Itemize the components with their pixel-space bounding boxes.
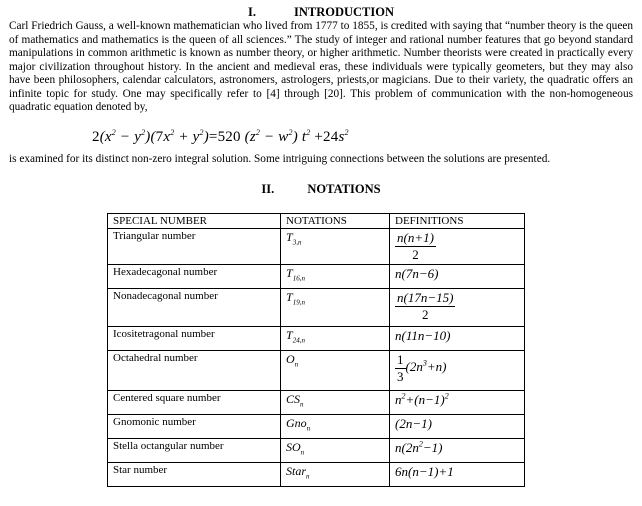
- definition-cell: n(7n−6): [390, 265, 525, 289]
- notation-cell: [281, 229, 390, 265]
- header-notations: NOTATIONS: [281, 214, 390, 229]
- notation-cell: [281, 265, 390, 289]
- table-row: [108, 351, 525, 391]
- definition-cell: 6n(n−1)+1: [390, 463, 525, 487]
- notation-symbol: $T_{24,n}$: [286, 328, 305, 345]
- definition-cell: $\frac{n(17n-15)}{2}$: [390, 289, 525, 327]
- intro-paragraph: Carl Friedrich Gauss, a well-known mathematician who lived from 1777 to 1855, is credited with saying that “number theory is the queen of mathematics and mathematics is the queen of all sciences.” The study of integer and rational number features that go beyond standard manipulations in common arithmetic is known as number theory, or higher arithmetic. Number theorists were created in practically every major civilization throughout history. In the ancient and medieval eras, these individuals were typically geometers, but they may also have been philosophers, calendar calculators, astronomers, astrologers, priests,or magicians. Due to their variety, the quadratic offers an infinite topic for study. One may specifically refer to [4] through [20]. This problem of communication with the non-homogeneous quadratic equation denoted by,: [9, 20, 634, 113]
- notation-cell: [281, 463, 390, 487]
- table-row: [108, 327, 525, 351]
- special-number-name: Nonadecagonal number: [108, 289, 281, 327]
- notation-symbol: $T_{19,n}$: [286, 290, 305, 307]
- section-title: NOTATIONS: [307, 182, 381, 196]
- definition-cell: n(11n−10): [390, 327, 525, 351]
- table-row: [108, 265, 525, 289]
- table-row: [108, 439, 525, 463]
- quadratic-equation: $2(x^2 - y^2)(7x^2 + y^2)=520$ $(z^2 - w^2)$ $t^2 +24s^2$: [92, 128, 349, 145]
- notation-symbol: $O_n$: [286, 352, 299, 369]
- notation-cell: [281, 351, 390, 391]
- notation-symbol: Gno$_n$: [286, 416, 311, 433]
- definition-cell: (2n−1): [390, 415, 525, 439]
- notation-symbol: Star$_n$: [286, 464, 310, 481]
- table-row: [108, 391, 525, 415]
- section-heading-notations: [0, 182, 642, 197]
- definition-cell: $\frac{n(n+1)}{2}$: [390, 229, 525, 265]
- special-number-name: Centered square number: [108, 391, 281, 415]
- table-header-row: [108, 214, 525, 229]
- special-number-name: Triangular number: [108, 229, 281, 265]
- header-definitions: DEFINITIONS: [390, 214, 525, 229]
- notation-symbol: $SO_n$: [286, 440, 305, 457]
- table-row: [108, 415, 525, 439]
- notation-cell: [281, 391, 390, 415]
- notations-table: [107, 213, 525, 487]
- definition-cell: $n^2+(n-1)^2$: [390, 391, 525, 415]
- notation-cell: [281, 439, 390, 463]
- section-title: INTRODUCTION: [293, 5, 394, 19]
- section-number: I.: [247, 5, 256, 19]
- special-number-name: Stella octangular number: [108, 439, 281, 463]
- definition-cell: $\frac{1}{3}$ $(2n^3+n)$: [390, 351, 525, 391]
- notation-cell: [281, 327, 390, 351]
- special-number-name: Octahedral number: [108, 351, 281, 391]
- section-number: II.: [261, 182, 275, 196]
- table-row: [108, 289, 525, 327]
- table-row: [108, 229, 525, 265]
- notation-symbol: $T_{3,n}$: [286, 230, 302, 247]
- notation-cell: [281, 415, 390, 439]
- table-row: [108, 463, 525, 487]
- special-number-name: Icositetragonal number: [108, 327, 281, 351]
- special-number-name: Gnomonic number: [108, 415, 281, 439]
- notation-cell: [281, 289, 390, 327]
- definition-cell: $n(2n^2-1)$: [390, 439, 525, 463]
- notation-symbol: $T_{16,n}$: [286, 266, 305, 283]
- special-number-name: Hexadecagonal number: [108, 265, 281, 289]
- header-special-number: SPECIAL NUMBER: [108, 214, 281, 229]
- special-number-name: Star number: [108, 463, 281, 487]
- after-equation-text: is examined for its distinct non-zero integral solution. Some intriguing connections between the solutions are presented.: [9, 153, 551, 165]
- notation-symbol: $CS_n$: [286, 392, 304, 409]
- section-heading-introduction: [0, 5, 642, 20]
